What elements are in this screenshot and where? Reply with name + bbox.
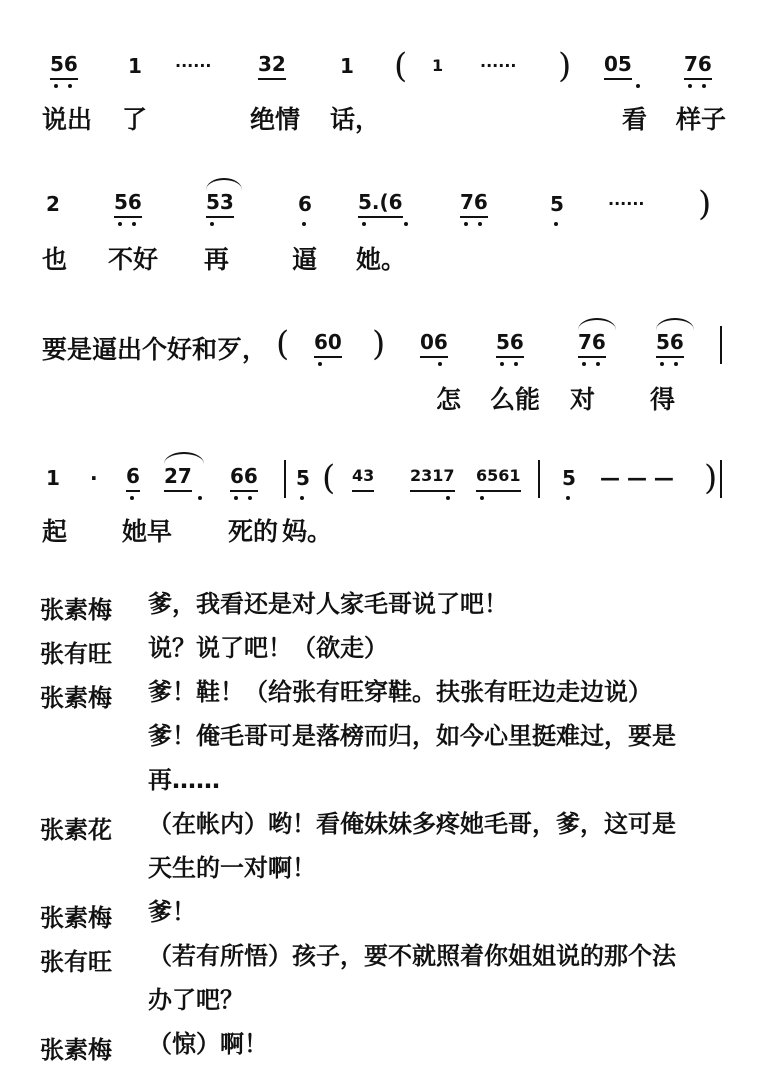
lyric: 逼	[292, 245, 318, 274]
note-group: 76	[460, 190, 488, 218]
speech-text	[148, 1022, 738, 1066]
lyric: 死的	[228, 517, 279, 546]
note-group: 27	[164, 464, 192, 492]
note-group: 43	[352, 464, 374, 492]
low-octave-dot	[554, 222, 558, 226]
speech-line: 爹！	[148, 898, 196, 926]
lyric: 么能	[490, 385, 541, 414]
note-group: 56	[114, 190, 142, 218]
close-paren: )	[698, 184, 712, 224]
note-group: 05	[604, 52, 632, 80]
lyric: 她。	[356, 245, 407, 274]
speaker-name: 张素梅	[40, 596, 112, 624]
lyric: 话，	[330, 105, 381, 134]
note: 1	[340, 54, 354, 78]
speech-text	[148, 890, 738, 934]
note: 5	[562, 466, 576, 490]
open-paren: (	[322, 458, 336, 498]
lyric: 也	[42, 245, 68, 274]
lyric-prefix: 要是逼出个好和歹，	[42, 335, 268, 364]
speaker-name: 张素梅	[40, 904, 112, 932]
barline	[720, 326, 722, 364]
low-octave-dot	[438, 362, 442, 366]
lyric: 再	[204, 245, 230, 274]
note-extension: ······	[175, 56, 212, 75]
note: 6	[126, 464, 140, 492]
low-octave-dot	[198, 496, 202, 500]
close-paren: )	[558, 46, 572, 86]
augmentation-dot: ·	[90, 466, 98, 490]
note-group: 60	[314, 330, 342, 358]
low-octave-dot	[248, 496, 252, 500]
low-octave-dot	[636, 84, 640, 88]
lyric: 起	[42, 517, 68, 546]
low-octave-dot	[446, 496, 450, 500]
notation-row-1	[0, 46, 772, 96]
note-group: 56	[656, 330, 684, 358]
low-octave-dot	[478, 222, 482, 226]
low-octave-dot	[210, 222, 214, 226]
low-octave-dot	[660, 362, 664, 366]
note-group: 66	[230, 464, 258, 492]
low-octave-dot	[302, 222, 306, 226]
note-extension: ······	[480, 56, 517, 75]
low-octave-dot	[514, 362, 518, 366]
barline	[284, 460, 286, 498]
lyric: 妈。	[282, 517, 333, 546]
notation-row-4	[0, 458, 772, 508]
notation-row-2	[0, 184, 772, 234]
dash-extension: — — —	[600, 466, 674, 490]
low-octave-dot	[596, 362, 600, 366]
low-octave-dot	[480, 496, 484, 500]
low-octave-dot	[688, 84, 692, 88]
low-octave-dot	[234, 496, 238, 500]
low-octave-dot	[464, 222, 468, 226]
note-group: 32	[258, 52, 286, 80]
lyric: 怎	[436, 385, 462, 414]
speech-line: 爹！鞋！（给张有旺穿鞋。扶张有旺边走边说）	[148, 678, 652, 706]
lyric: 绝情	[250, 105, 301, 134]
note-group: 56	[496, 330, 524, 358]
speaker-name: 张素梅	[40, 1036, 112, 1064]
note: 6	[298, 192, 312, 216]
note: 1	[128, 54, 142, 78]
lyric: 了	[122, 105, 148, 134]
barline	[538, 460, 540, 498]
note-group: 06	[420, 330, 448, 358]
barline	[720, 460, 722, 498]
lyric: 样子	[676, 105, 727, 134]
notation-row-3	[0, 324, 772, 374]
note: 1	[46, 466, 60, 490]
low-octave-dot	[118, 222, 122, 226]
speaker-name: 张有旺	[40, 948, 112, 976]
low-octave-dot	[404, 222, 408, 226]
lyric: 看	[622, 105, 648, 134]
speech-text	[148, 670, 738, 802]
low-octave-dot	[674, 362, 678, 366]
low-octave-dot	[54, 84, 58, 88]
note-group: 5.(6	[358, 190, 403, 218]
close-paren: )	[704, 458, 718, 498]
speaker-name: 张素梅	[40, 684, 112, 712]
speech-text	[148, 934, 738, 1022]
open-paren: (	[394, 46, 408, 86]
speech-line: （在帐内）哟！看俺妹妹多疼她毛哥，爹，这可是	[148, 810, 676, 838]
note-group: 56	[50, 52, 78, 80]
speech-line: 天生的一对啊！	[148, 854, 316, 882]
speech-line: 办了吧？	[148, 986, 244, 1014]
tie-arc	[164, 452, 204, 464]
lyric: 她早	[122, 517, 173, 546]
tie-arc	[206, 178, 242, 190]
speech-text	[148, 626, 738, 670]
note: 5	[296, 466, 310, 490]
lyric: 不好	[108, 245, 159, 274]
low-octave-dot	[68, 84, 72, 88]
low-octave-dot	[582, 362, 586, 366]
low-octave-dot	[362, 222, 366, 226]
note-group: 76	[684, 52, 712, 80]
open-paren: (	[276, 324, 290, 364]
note-group: 53	[206, 190, 234, 218]
tie-arc	[578, 318, 616, 330]
note-group: 2317	[410, 464, 455, 492]
speech-line: （惊）啊！	[148, 1030, 268, 1058]
lyric: 对	[570, 385, 596, 414]
speech-line: 说？说了吧！（欲走）	[148, 634, 388, 662]
low-octave-dot	[130, 496, 134, 500]
speech-line: 爹！俺毛哥可是落榜而归，如今心里挺难过，要是	[148, 722, 676, 750]
speech-line: （若有所悟）孩子，要不就照着你姐姐说的那个法	[148, 942, 676, 970]
low-octave-dot	[566, 496, 570, 500]
note-group: 76	[578, 330, 606, 358]
speech-line: 爹，我看还是对人家毛哥说了吧！	[148, 590, 508, 618]
speech-text	[148, 582, 738, 626]
low-octave-dot	[500, 362, 504, 366]
speech-text	[148, 802, 738, 890]
speaker-name: 张有旺	[40, 640, 112, 668]
low-octave-dot	[300, 496, 304, 500]
low-octave-dot	[132, 222, 136, 226]
note: 5	[550, 192, 564, 216]
close-paren: )	[372, 324, 386, 364]
note-extension: ······	[608, 194, 645, 213]
low-octave-dot	[702, 84, 706, 88]
tie-arc	[656, 318, 694, 330]
note: 2	[46, 192, 60, 216]
lyric: 得	[650, 385, 676, 414]
note-group: 6561	[476, 464, 521, 492]
speaker-name: 张素花	[40, 816, 112, 844]
speech-line: 再……	[148, 766, 220, 794]
lyric: 说出	[42, 105, 93, 134]
note: 1	[432, 56, 444, 75]
low-octave-dot	[318, 362, 322, 366]
